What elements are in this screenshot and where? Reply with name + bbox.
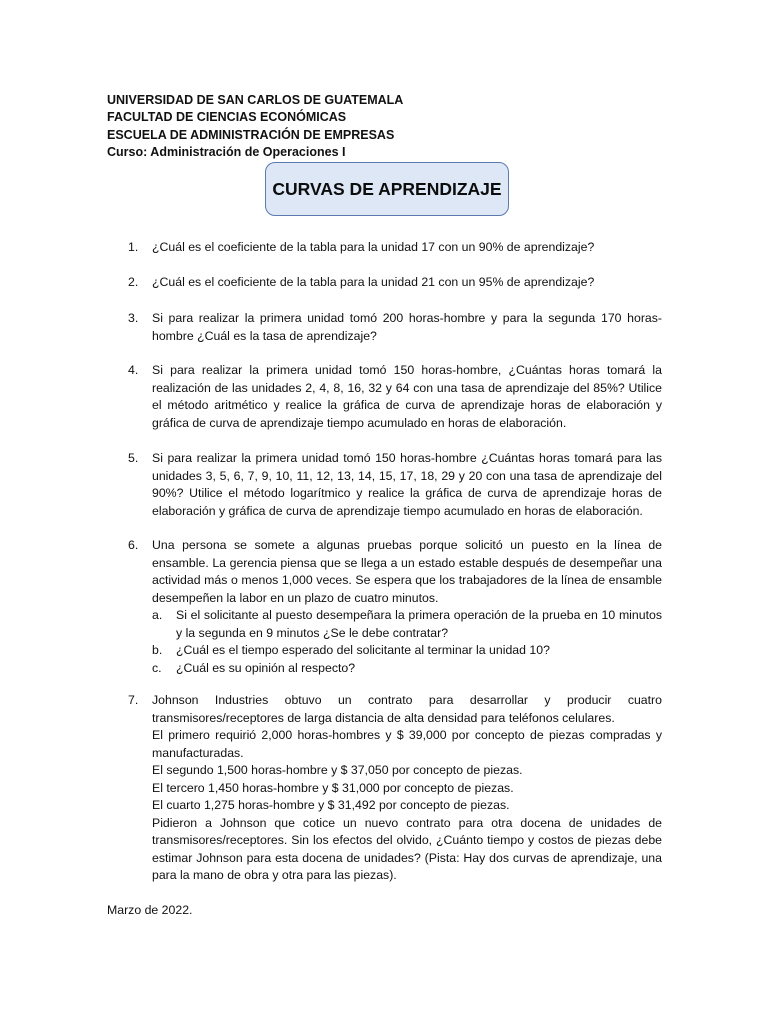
sub-question-text: ¿Cuál es su opinión al respecto? [176,660,356,675]
question-3 [128,310,662,345]
question-4 [128,362,662,432]
question-number: 5. [128,451,139,465]
sub-question-letter: a. [152,608,163,622]
sub-question-c [152,660,662,678]
question-paragraph-first-unit: El primero requirió 2,000 horas-hombres y $ 39,000 por concepto de piezas compradas y manufacturadas. [152,728,662,760]
question-paragraph-second-unit: El segundo 1,500 horas-hombre y $ 37,050 por concepto de piezas. [152,763,523,777]
question-1 [128,239,662,257]
sub-question-a [152,607,662,642]
question-number: 7. [128,693,139,707]
question-number: 1. [128,240,139,254]
document-header [107,92,403,161]
question-text: Si para realizar la primera unidad tomó 200 horas-hombre y para la segunda 170 horas-hombre ¿Cuál es la tasa de aprendizaje? [152,311,662,343]
question-2 [128,274,662,292]
school-name: ESCUELA DE ADMINISTRACIÓN DE EMPRESAS [107,127,395,142]
sub-question-b [152,642,662,660]
question-7 [128,692,662,885]
question-5 [128,450,662,520]
sub-question-letter: c. [152,660,162,675]
question-paragraph-fourth-unit: El cuarto 1,275 horas-hombre y $ 31,492 por concepto de piezas. [152,798,510,812]
question-6 [128,537,662,677]
question-number: 4. [128,363,139,377]
question-number: 6. [128,538,139,552]
course-name: Curso: Administración de Operaciones I [107,144,346,159]
sub-question-text: Si el solicitante al puesto desempeñara la primera operación de la prueba en 10 minutos y la segunda en 9 minutos ¿Se le debe contratar? [176,608,662,640]
question-text: Si para realizar la primera unidad tomó 150 horas-hombre, ¿Cuántas horas tomará la realización de las unidades 2, 4, 8, 16, 32 y 64 con una tasa de aprendizaje del 85%? Utilice el método aritmético y realice la gráfica de curva de aprendizaje horas de elaboración y gráfica de curva de aprendizaje tiempo acumulado en horas de elaboración. [152,363,662,430]
page-title-text: CURVAS DE APRENDIZAJE [272,178,502,199]
question-paragraph-third-unit: El tercero 1,450 horas-hombre y $ 31,000 por concepto de piezas. [152,780,514,795]
question-text: Una persona se somete a algunas pruebas porque solicitó un puesto en la línea de ensamble. La gerencia piensa que se llega a un estado estable después de desempeñar una actividad más o menos 1,000 veces. Se espera que los trabajadores de la línea de ensamble desempeñen la labor en un plazo de cuatro minutos. [152,538,662,605]
question-text: ¿Cuál es el coeficiente de la tabla para la unidad 17 con un 90% de aprendizaje? [152,240,595,254]
document-date: Marzo de 2022. [107,903,193,917]
question-number: 2. [128,275,139,289]
question-number: 3. [128,311,139,325]
question-text: Si para realizar la primera unidad tomó 150 horas-hombre ¿Cuántas horas tomará para las unidades 3, 5, 6, 7, 9, 10, 11, 12, 13, 14, 15, 17, 18, 29 y 20 con una tasa de aprendizaje del 90%? Utilice el método logarítmico y realice la gráfica de curva de aprendizaje horas de elaboración y gráfica de curva de aprendizaje tiempo acumulado en horas de elaboración. [152,451,662,518]
question-paragraph-request: Pidieron a Johnson que cotice un nuevo contrato para otra docena de unidades de transmisores/receptores. Sin los efectos del olvido, ¿Cuánto tiempo y costos de piezas debe estimar Johnson para esta docena de unidades? (Pista: Hay dos curvas de aprendizaje, una para la mano de obra y otra para las piezas). [152,815,662,882]
faculty-name: FACULTAD DE CIENCIAS ECONÓMICAS [107,110,347,125]
sub-question-letter: b. [152,643,163,657]
question-text: ¿Cuál es el coeficiente de la tabla para la unidad 21 con un 95% de aprendizaje? [152,275,595,289]
question-paragraph-contract: Johnson Industries obtuvo un contrato para desarrollar y producir cuatro transmisores/receptores de larga distancia de alta densidad para teléfonos celulares. [152,693,662,725]
university-name: UNIVERSIDAD DE SAN CARLOS DE GUATEMALA [107,93,404,107]
sub-question-text: ¿Cuál es el tiempo esperado del solicitante al terminar la unidad 10? [176,643,550,657]
page-title [265,162,509,216]
